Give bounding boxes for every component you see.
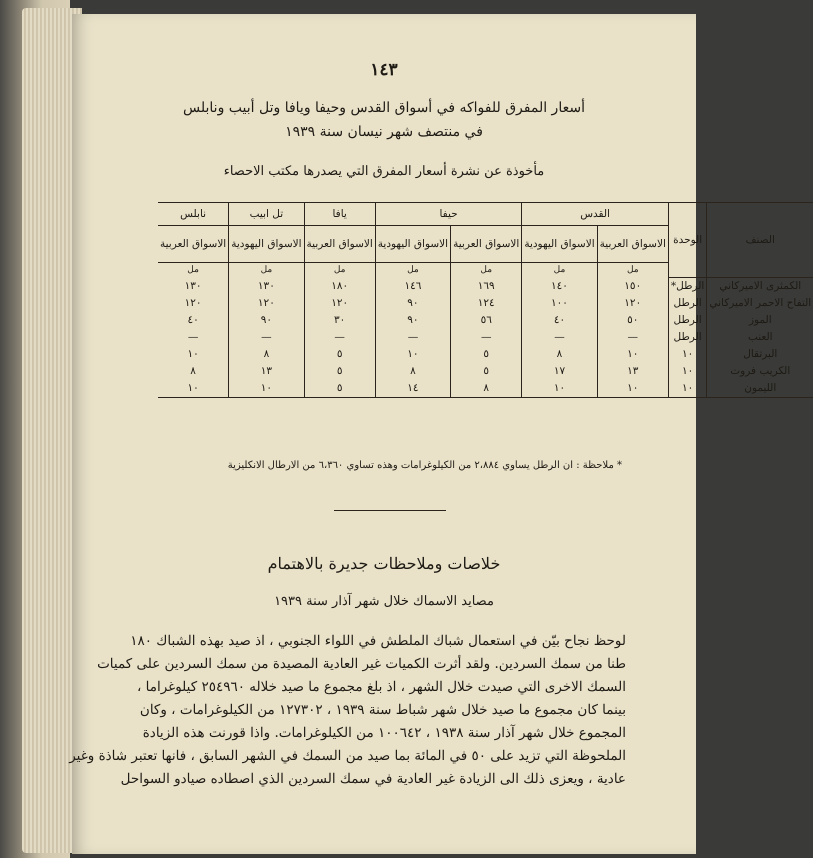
price-cell: ٨ [522, 346, 597, 363]
section-heading: خلاصات وملاحظات جديرة بالاهتمام [267, 554, 501, 573]
price-cell: ١٦٩ [451, 277, 522, 295]
unit-label: مل [304, 263, 375, 278]
unit-cell: ١٠ [668, 380, 706, 398]
city-header-jaffa: يافا [304, 203, 375, 226]
price-cell: ٨ [190, 365, 196, 377]
price-cell: ١٣ [229, 363, 304, 380]
section-divider [334, 510, 446, 511]
col-header-item: الصنف [707, 203, 813, 278]
price-cell: ١٣٠ [229, 277, 304, 295]
body-line: بينما كان مجموع ما صيد خلال شهر شباط سنة ١٩٣٩ ، ١٢٧٣٠٢ من الكيلوغرامات ، وكان [139, 702, 626, 718]
item-cell: الليمون [707, 380, 813, 398]
price-cell: ١٠ [522, 380, 597, 398]
item-cell: البرتقال [707, 346, 813, 363]
item-cell: الكريب فروت [707, 363, 813, 380]
price-cell: ٥٠ [597, 312, 668, 329]
unit-label: مل [375, 263, 450, 278]
table-title-line1: أسعار المفرق للفواكه في أسواق القدس وحيفا ويافا وتل أبيب ونابلس [183, 100, 585, 116]
price-cell: ١٢٠ [304, 295, 375, 312]
price-cell: ١٢٠ [229, 295, 304, 312]
col-header-unit: الوحدة [668, 203, 706, 278]
body-line: لوحظ نجاح بيّن في استعمال شباك الملطش في اللواء الجنوبي ، اذ صيد بهذه الشباك ١٨٠ [130, 633, 626, 649]
item-cell: العنب [707, 329, 813, 346]
price-cell: ١٠ [597, 346, 668, 363]
market-header: الاسواق العربية [597, 226, 668, 263]
unit-cell: الرطل [668, 295, 706, 312]
price-cell: ٤٠ [522, 312, 597, 329]
price-cell: ١٢٤ [451, 295, 522, 312]
item-cell: الكمثرى الاميركاني [707, 277, 813, 295]
price-cell: ٥ [304, 380, 375, 398]
body-paragraph [69, 630, 626, 791]
body-line: عادية ، ويعزى ذلك الى الزيادة غير العادية في سمك السردين الذي اصطاده صيادو السواحل [120, 771, 626, 787]
unit-label: مل [187, 265, 199, 275]
body-line: الملحوظة التي تزيد على ٥٠ في المائة بما صيد من السمك في الشهر السابق ، فانها تعتبر شاذة وغير [69, 748, 626, 764]
body-line: السمك الاخرى التي صيدت خلال الشهر ، اذ بلغ مجموع ما صيد خلاله ٢٥٤٩٦٠ كيلوغراما ، [136, 679, 626, 695]
table-row [158, 329, 813, 346]
price-cell: ١٨٠ [304, 277, 375, 295]
price-cell: ٥ [451, 346, 522, 363]
price-cell: ٣٠ [304, 312, 375, 329]
unit-cell: ١٠ [668, 363, 706, 380]
price-cell: — [187, 331, 199, 343]
page-number: ١٤٣ [370, 60, 398, 80]
price-cell: ٩٠ [375, 312, 450, 329]
body-line: المجموع خلال شهر آذار سنة ١٩٣٨ ، ١٠٠٦٤٢ من الكيلوغرامات. واذا قورنت هذه الزيادة [142, 725, 626, 741]
market-header: الاسواق اليهودية [522, 226, 597, 263]
price-cell: ١٠٠ [522, 295, 597, 312]
price-cell: ١٠ [597, 380, 668, 398]
price-cell: ٥٦ [451, 312, 522, 329]
price-cell: — [304, 329, 375, 346]
unit-cell: الرطل [668, 329, 706, 346]
table-row [158, 295, 813, 312]
unit-label: مل [451, 263, 522, 278]
body-line: طنا من سمك السردين. ولقد أثرت الكميات غير العادية المصيدة من سمك السردين على كميات [97, 656, 626, 672]
section-subheading: مصايد الاسماك خلال شهر آذار سنة ١٩٣٩ [274, 594, 494, 609]
table-source: مأخوذة عن نشرة أسعار المفرق التي يصدرها مكتب الاحصاء [223, 164, 545, 179]
table-row [158, 346, 813, 363]
price-cell: — [597, 329, 668, 346]
unit-cell: الرطل [668, 312, 706, 329]
market-header: الاسواق اليهودية [375, 226, 450, 263]
price-cell: ٩٠ [375, 295, 450, 312]
price-cell: ١٠ [375, 346, 450, 363]
price-cell: — [451, 329, 522, 346]
price-cell: ١٣٠ [184, 279, 202, 292]
city-header-telaviv: تل ابيب [229, 203, 304, 226]
unit-cell: الرطل* [668, 277, 706, 295]
unit-cell: ١٠ [668, 346, 706, 363]
table-title-line2: في منتصف شهر نيسان سنة ١٩٣٩ [285, 124, 483, 140]
table-row [158, 312, 813, 329]
price-cell: ٥ [304, 363, 375, 380]
price-cell: ١٠ [158, 380, 229, 398]
price-cell: ٨ [375, 363, 450, 380]
price-cell: ١٣ [597, 363, 668, 380]
item-cell: الموز [707, 312, 813, 329]
price-cell: ٩٠ [229, 312, 304, 329]
table-row [158, 363, 813, 380]
price-cell: ١٧ [522, 363, 597, 380]
price-cell: ١٤٠ [522, 277, 597, 295]
price-cell: ٨ [229, 346, 304, 363]
city-header-nablus: نابلس [158, 203, 229, 226]
book-page [69, 14, 812, 854]
price-cell: ٥ [451, 363, 522, 380]
table-row [158, 380, 813, 398]
price-cell: ٤٠ [187, 314, 199, 326]
market-header: الاسواق العربية [451, 226, 522, 263]
price-cell: ١٠ [187, 348, 199, 360]
item-cell: التفاح الاحمر الاميركاني [707, 295, 813, 312]
price-cell: ٥ [304, 346, 375, 363]
unit-label: مل [229, 263, 304, 278]
table-row [158, 277, 813, 295]
price-cell: ٨ [451, 380, 522, 398]
price-cell: ١٤٦ [375, 277, 450, 295]
fruit-prices-table [158, 202, 813, 398]
table-footnote: * ملاحظة : ان الرطل يساوي ٢،٨٨٤ من الكيلوغرامات وهذه تساوي ٦،٣٦٠ من الارطال الانكليزية [227, 460, 622, 471]
price-cell: ١٢٠ [184, 297, 202, 309]
price-cell: ١٤ [375, 380, 450, 398]
market-header: الاسواق العربية [158, 226, 229, 263]
city-header-haifa: حيفا [375, 203, 522, 226]
market-header: الاسواق العربية [304, 226, 375, 263]
price-cell: ١٥٠ [597, 277, 668, 295]
unit-label: مل [597, 263, 668, 278]
price-cell: ١٢٠ [597, 295, 668, 312]
price-cell: ١٠ [229, 380, 304, 398]
price-cell: — [375, 329, 450, 346]
unit-label: مل [522, 263, 597, 278]
price-cell: — [522, 329, 597, 346]
market-header: الاسواق اليهودية [229, 226, 304, 263]
price-cell: — [229, 329, 304, 346]
city-header-jerusalem: القدس [522, 203, 669, 226]
